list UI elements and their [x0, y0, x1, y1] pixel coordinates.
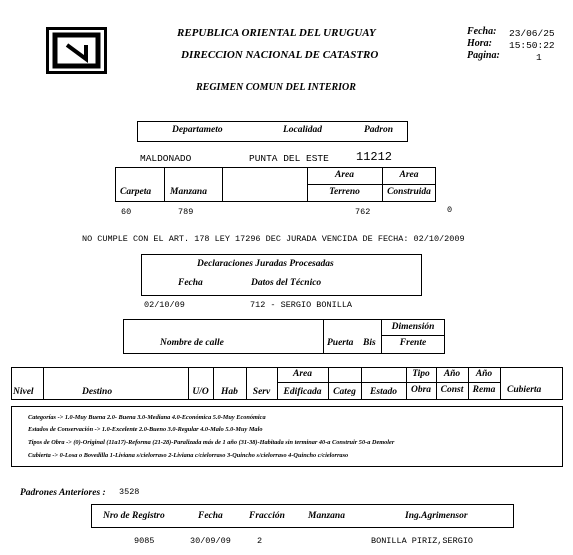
construida-value: 0 [447, 205, 453, 215]
frente-header: Frente [399, 338, 427, 348]
divider [323, 319, 324, 354]
logo-icon [46, 27, 107, 74]
localidad-value: PUNTA DEL ESTE [249, 153, 329, 164]
legend-estados: Estados de Conservación -> 1.0-Excelente 2.0-Bueno 3.0-Regular 4.0-Malo 5.0-Muy Malo [28, 426, 263, 433]
nivel-header: Nivel [13, 387, 34, 397]
departamento-value: MALDONADO [140, 153, 192, 164]
categ-header: Categ [333, 387, 356, 397]
legend-categorias: Categorías -> 1.0-Muy Buena 2.0- Buena 3.0-Mediana 4.0-Económica 5.0-Muy Económica [28, 414, 266, 421]
nombre-calle-header: Nombre de calle [160, 338, 224, 348]
declaraciones-title: Declaraciones Juradas Procesadas [197, 259, 334, 269]
notice-text: NO CUMPLE CON EL ART. 178 LEY 17296 DEC JURADA VENCIDA DE FECHA: 02/10/2009 [82, 234, 465, 244]
area-terreno-header: Area [335, 170, 354, 180]
divider [500, 367, 501, 400]
rema-header: Rema [472, 385, 496, 395]
divider [381, 335, 445, 336]
localidad-header: Localidad [283, 125, 323, 135]
declaraciones-fecha-header: Fecha [178, 278, 203, 288]
const-header: Const [440, 385, 464, 395]
area-construida-header: Area [399, 170, 419, 180]
puerta-header: Puerta [327, 338, 354, 348]
pagina-label: Pagina: [467, 50, 500, 61]
padrones-anteriores-label: Padrones Anteriores : [20, 488, 106, 498]
destino-header: Destino [82, 387, 113, 397]
agrimensor-header: Ing.Agrimensor [405, 511, 468, 521]
divider [43, 367, 44, 400]
cubierta-header: Cubierta [507, 385, 542, 395]
divider [222, 167, 223, 202]
header-title-2: DIRECCION NACIONAL DE CATASTRO [181, 49, 379, 61]
fecha-value: 23/06/25 [509, 28, 555, 39]
carpeta-header: Carpeta [120, 187, 152, 197]
ano-rema-header: Año [475, 369, 493, 379]
divider [307, 184, 436, 185]
tipo-header: Tipo [412, 369, 430, 379]
manzana-registro-header: Manzana [308, 511, 345, 521]
terreno-value: 762 [355, 207, 371, 217]
divider [164, 167, 165, 202]
terreno-header: Terreno [329, 187, 360, 197]
divider [277, 382, 500, 383]
carpeta-value: 60 [121, 207, 132, 217]
padron-value: 11212 [356, 150, 393, 164]
dimension-header: Dimensión [391, 322, 435, 332]
declaraciones-tecnico: 712 - SERGIO BONILLA [250, 300, 353, 310]
area-header: Area [293, 369, 312, 379]
fecha-registro-value: 30/09/09 [190, 536, 231, 546]
serv-header: Serv [252, 387, 271, 397]
legend-cubierta: Cubierta -> 0-Losa o Bovedilla 1-Liviana s/cielorraso 2-Liviana c/cielorraso 3-Quincho s/cielorraso 4-Quincho c/cielorraso [28, 452, 349, 459]
legend-tipos-obra: Tipos de Obra -> (0)-Original (11a17)-Reforma (21-28)-Paralizada más de 1 año (31-38)-Habitada sin terminar 40-a Construir 50-a Demoler [28, 439, 395, 446]
hora-label: Hora: [467, 38, 492, 49]
fecha-label: Fecha: [467, 26, 497, 37]
bis-header: Bis [363, 338, 376, 348]
registro-header: Nro de Registro [103, 511, 165, 521]
declaraciones-tecnico-header: Datos del Técnico [251, 278, 322, 288]
estado-header: Estado [370, 387, 397, 397]
construida-header: Construida [387, 187, 431, 197]
padron-header: Padron [364, 125, 394, 135]
fraccion-value: 2 [257, 536, 263, 546]
manzana-header: Manzana [170, 187, 207, 197]
ano-const-header: Año [443, 369, 461, 379]
obra-header: Obra [410, 385, 432, 395]
agrimensor-value: BONILLA PIRIZ,SERGIO [371, 536, 474, 546]
departamento-header: Departameto [172, 125, 223, 135]
uo-header: U/O [192, 387, 209, 397]
hora-value: 15:50:22 [509, 40, 555, 51]
edificada-header: Edificada [283, 387, 322, 397]
header-title-1: REPUBLICA ORIENTAL DEL URUGUAY [177, 27, 376, 39]
pagina-value: 1 [536, 52, 542, 63]
registro-value: 9085 [134, 536, 155, 546]
fecha-registro-header: Fecha [198, 511, 223, 521]
hab-header: Hab [221, 387, 238, 397]
fraccion-header: Fracción [249, 511, 285, 521]
padrones-anteriores-value: 3528 [119, 487, 140, 497]
declaraciones-fecha: 02/10/09 [144, 300, 185, 310]
header-subtitle: REGIMEN COMUN DEL INTERIOR [196, 82, 356, 93]
manzana-value: 789 [178, 207, 194, 217]
catastro-logo [46, 27, 107, 74]
